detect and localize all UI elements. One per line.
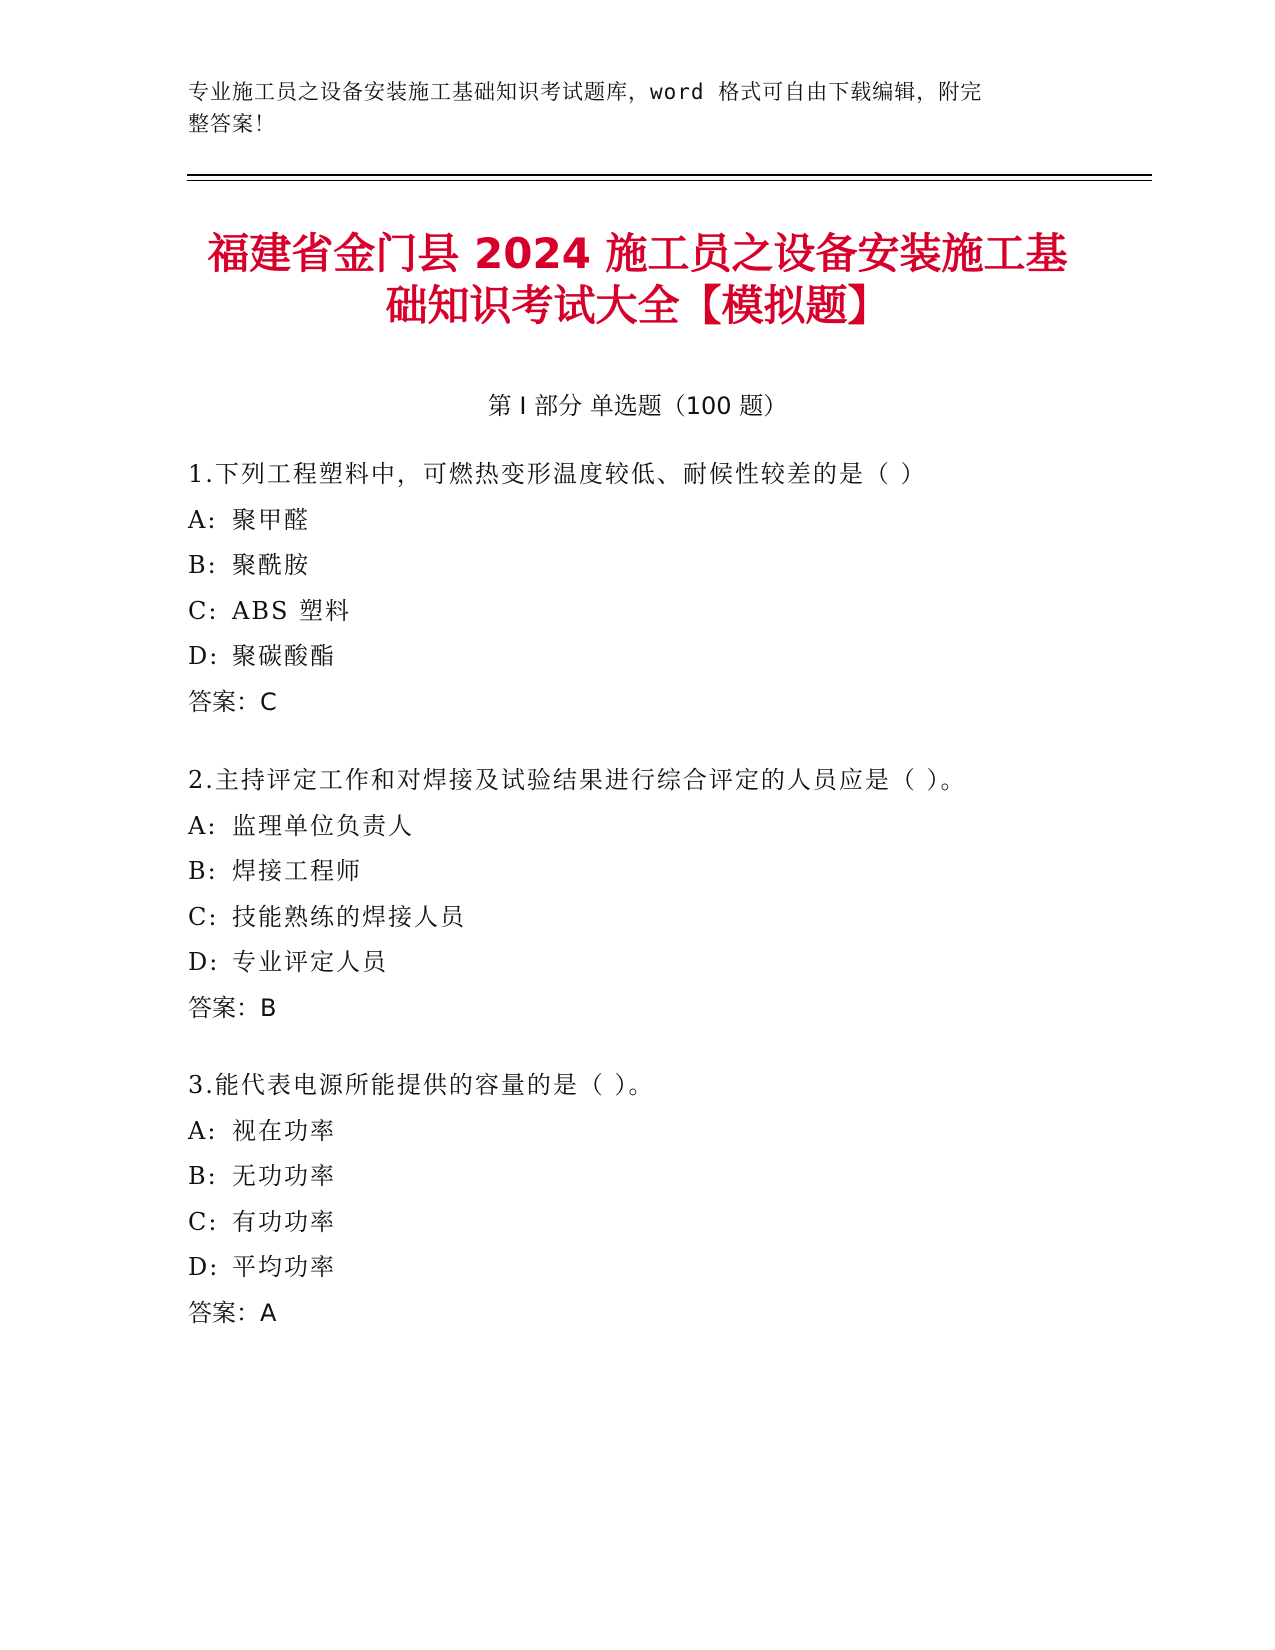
option-text: 监理单位负责人 bbox=[232, 811, 414, 840]
option-text: 专业评定人员 bbox=[232, 948, 388, 976]
option-text: 聚酰胺 bbox=[232, 551, 310, 579]
header-divider-thin bbox=[187, 180, 1152, 181]
option-label: B: bbox=[188, 1162, 218, 1190]
option-text: 焊接工程师 bbox=[232, 857, 362, 885]
option-b bbox=[188, 1154, 1108, 1200]
option-label: A: bbox=[188, 1116, 218, 1145]
question-3 bbox=[188, 1063, 1108, 1336]
option-c bbox=[188, 589, 1108, 635]
option-text: ABS 塑料 bbox=[232, 596, 352, 625]
option-text: 无功功率 bbox=[232, 1162, 336, 1190]
header-divider-thick bbox=[187, 174, 1152, 176]
option-label: D: bbox=[188, 948, 220, 976]
document-title-line-1: 福建省金门县 2024 施工员之设备安装施工基 bbox=[207, 229, 1068, 278]
option-label: C: bbox=[188, 902, 219, 931]
question-1 bbox=[188, 452, 1108, 725]
document-title bbox=[150, 228, 1125, 332]
question-stem: 3.能代表电源所能提供的容量的是（ ）。 bbox=[188, 1071, 655, 1099]
header-note bbox=[188, 76, 1068, 140]
option-label: B: bbox=[188, 857, 218, 885]
option-d bbox=[188, 634, 1108, 680]
answer: 答案：A bbox=[188, 1298, 277, 1327]
option-text: 有功功率 bbox=[232, 1207, 336, 1236]
question-stem: 1.下列工程塑料中，可燃热变形温度较低、耐候性较差的是（ ） bbox=[188, 460, 927, 488]
option-c bbox=[188, 1200, 1108, 1246]
option-label: B: bbox=[188, 551, 218, 579]
option-label: C: bbox=[188, 596, 219, 625]
option-label: A: bbox=[188, 505, 218, 534]
option-text: 聚甲醛 bbox=[232, 505, 310, 534]
answer: 答案：C bbox=[188, 687, 277, 716]
option-a bbox=[188, 498, 1108, 544]
question-stem: 2.主持评定工作和对焊接及试验结果进行综合评定的人员应是（ ）。 bbox=[188, 766, 967, 794]
option-d bbox=[188, 1245, 1108, 1291]
option-c bbox=[188, 895, 1108, 941]
option-text: 平均功率 bbox=[232, 1253, 336, 1281]
option-d bbox=[188, 940, 1108, 986]
header-note-line-1: 专业施工员之设备安装施工基础知识考试题库，word 格式可自由下载编辑，附完 bbox=[188, 80, 983, 104]
option-label: A: bbox=[188, 811, 218, 840]
option-text: 技能熟练的焊接人员 bbox=[232, 902, 466, 931]
option-b bbox=[188, 543, 1108, 589]
option-a bbox=[188, 804, 1108, 850]
option-text: 视在功率 bbox=[232, 1116, 336, 1145]
option-b bbox=[188, 849, 1108, 895]
option-a bbox=[188, 1109, 1108, 1155]
option-text: 聚碳酸酯 bbox=[232, 642, 336, 670]
header-note-line-2: 整答案！ bbox=[188, 112, 276, 136]
option-label: D: bbox=[188, 1253, 220, 1281]
document-title-line-2: 础知识考试大全【模拟题】 bbox=[385, 281, 890, 330]
answer: 答案：B bbox=[188, 993, 277, 1022]
question-2 bbox=[188, 758, 1108, 1031]
option-label: D: bbox=[188, 642, 220, 670]
option-label: C: bbox=[188, 1207, 219, 1236]
section-title: 第 I 部分 单选题（100 题） bbox=[487, 392, 788, 420]
